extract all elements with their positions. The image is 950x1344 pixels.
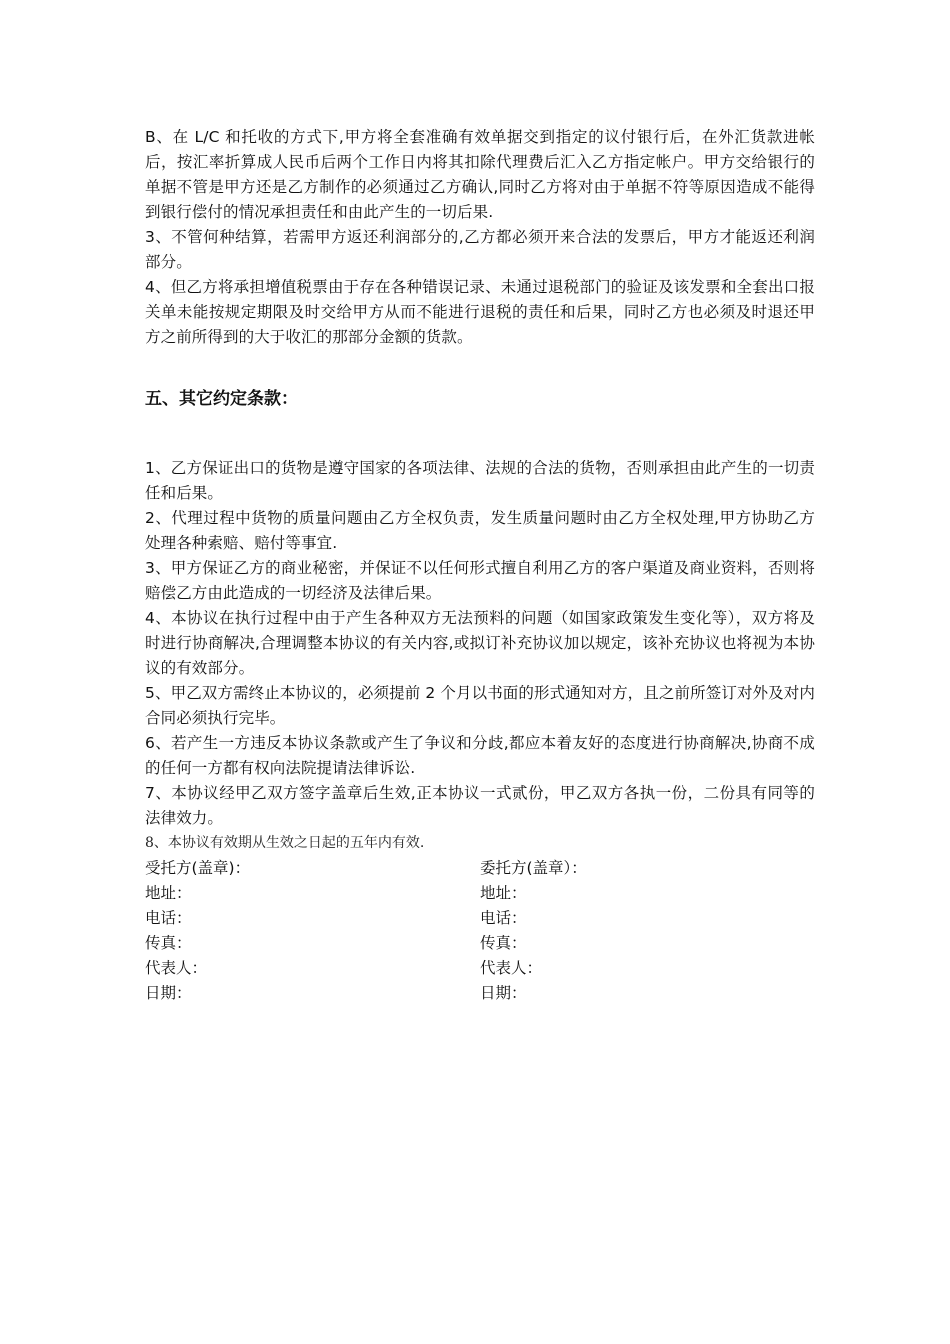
clause-tax-invoice: 4、但乙方将承担增值税票由于存在各种错误记录、未通过退税部门的验证及该发票和全套出口报关单未能按规定期限及时交给甲方从而不能进行退税的责任和后果，同时乙方也必须及时退还甲方之前所得到的大于收汇的那部分金额的货款。 (145, 278, 815, 346)
document-page (145, 125, 815, 1006)
clause-settlement-lc: B、在 L/C 和托收的方式下,甲方将全套准确有效单据交到指定的议付银行后，在外汇货款进帐后，按汇率折算成人民币后两个工作日内将其扣除代理费后汇入乙方指定帐户。甲方交给银行的单据不管是甲方还是乙方制作的必须通过乙方确认,同时乙方将对由于单据不符等原因造成不能得到银行偿付的情况承担责任和由此产生的一切后果. (145, 128, 815, 221)
validity-note: 8、本协议有效期从生效之日起的五年内有效. (145, 835, 425, 851)
client-date-label: 日期： (480, 984, 527, 1002)
trustee-fax-label: 传真： (145, 934, 192, 952)
client-representative-label: 代表人： (480, 959, 543, 977)
clause-item: 7、本协议经甲乙双方签字盖章后生效,正本协议一式贰份，甲乙双方各执一份，二份具有同等的法律效力。 (145, 784, 815, 827)
trustee-date-label: 日期： (145, 984, 192, 1002)
signature-column-client (480, 856, 815, 1006)
trustee-representative-label: 代表人： (145, 959, 208, 977)
client-seal-label: 委托方(盖章）： (480, 859, 587, 877)
trustee-seal-label: 受托方(盖章)： (145, 859, 251, 877)
trustee-phone-label: 电话： (145, 909, 192, 927)
signature-block (145, 856, 815, 1006)
client-phone-label: 电话： (480, 909, 527, 927)
clause-item: 5、甲乙双方需终止本协议的，必须提前 2 个月以书面的形式通知对方，且之前所签订对外及对内合同必须执行完毕。 (145, 684, 815, 727)
client-address-label: 地址： (480, 884, 527, 902)
trustee-address-label: 地址： (145, 884, 192, 902)
clause-item: 3、甲方保证乙方的商业秘密，并保证不以任何形式擅自利用乙方的客户渠道及商业资料，否则将赔偿乙方由此造成的一切经济及法律后果。 (145, 559, 815, 602)
clause-item: 4、本协议在执行过程中由于产生各种双方无法预料的问题（如国家政策发生变化等），双方将及时进行协商解决,合理调整本协议的有关内容,或拟订补充协议加以规定，该补充协议也将视为本协议的有效部分。 (145, 609, 815, 677)
section-title-other-terms: 五、其它约定条款： (145, 389, 298, 409)
client-fax-label: 传真： (480, 934, 527, 952)
clause-item: 1、乙方保证出口的货物是遵守国家的各项法律、法规的合法的货物，否则承担由此产生的一切责任和后果。 (145, 459, 815, 502)
clause-profit-refund: 3、不管何种结算，若需甲方返还利润部分的,乙方都必须开来合法的发票后，甲方才能返还利润部分。 (145, 228, 815, 271)
clause-item: 2、代理过程中货物的质量问题由乙方全权负责，发生质量问题时由乙方全权处理,甲方协助乙方处理各种索赔、赔付等事宜. (145, 509, 815, 552)
clause-item: 6、若产生一方违反本协议条款或产生了争议和分歧,都应本着友好的态度进行协商解决,协商不成的任何一方都有权向法院提请法律诉讼. (145, 734, 815, 777)
signature-column-trustee (145, 856, 480, 1006)
